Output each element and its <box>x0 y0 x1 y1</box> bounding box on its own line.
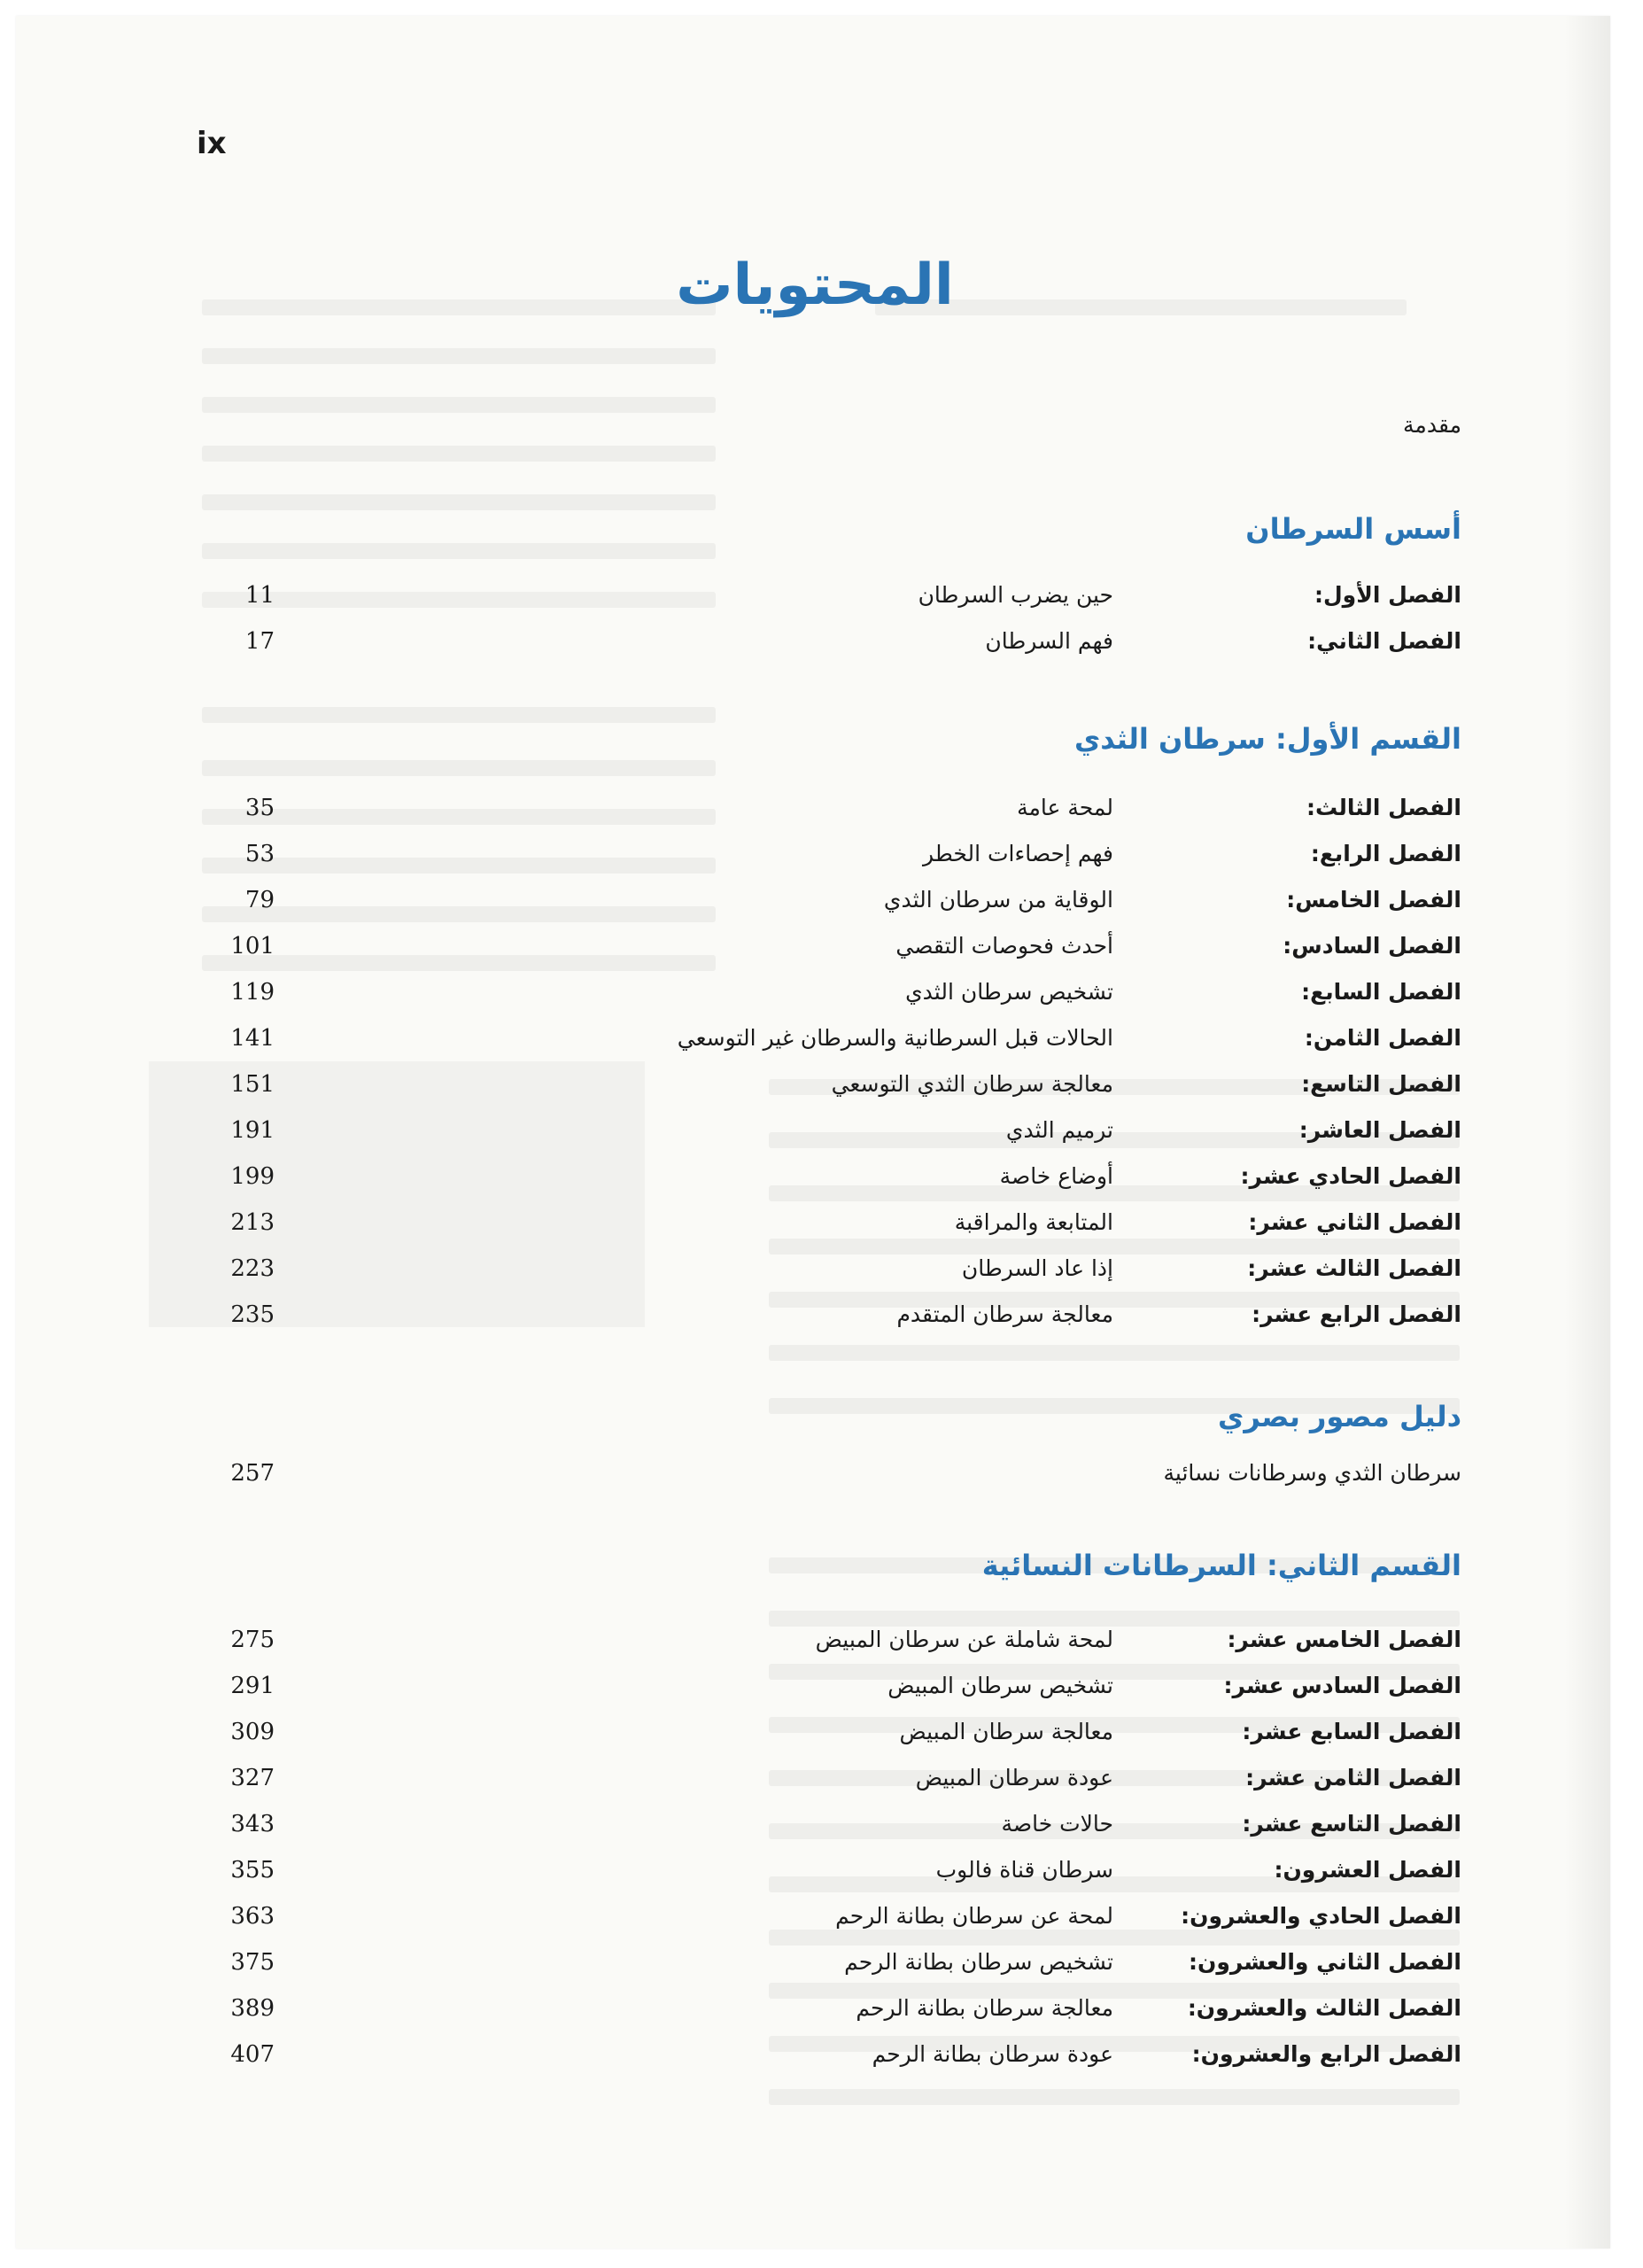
toc-row <box>0 841 1643 880</box>
chapter-label: الفصل العشرون: <box>1274 1857 1461 1883</box>
chapter-title: معالجة سرطان بطانة الرحم <box>856 1995 1113 2021</box>
chapter-title: أحدث فحوصات التقصي <box>895 933 1113 959</box>
page-ref: 275 <box>230 1627 275 1653</box>
chapter-title: أوضاع خاصة <box>999 1163 1113 1189</box>
chapter-label: الفصل التاسع: <box>1301 1071 1461 1097</box>
toc-row <box>0 1719 1643 1758</box>
chapter-label: الفصل الثالث والعشرون: <box>1187 1995 1461 2021</box>
chapter-label: الفصل الخامس عشر: <box>1227 1627 1461 1652</box>
chapter-label: الفصل الثامن عشر: <box>1245 1765 1461 1790</box>
chapter-label: الفصل السابع عشر: <box>1242 1719 1461 1744</box>
page-ref: 35 <box>244 795 275 821</box>
page-ref: 355 <box>230 1857 275 1884</box>
toc-row <box>0 1857 1643 1896</box>
page-ref: 119 <box>230 979 275 1006</box>
section-heading-breast-cancer: القسم الأول: سرطان الثدي <box>1073 722 1461 756</box>
chapter-label: الفصل الخامس: <box>1286 887 1461 913</box>
chapter-title: الحالات قبل السرطانية والسرطان غير التوسعي <box>677 1025 1113 1051</box>
chapter-title: تشخيص سرطان المبيض <box>887 1673 1113 1698</box>
toc-row <box>0 1209 1643 1248</box>
toc-row <box>0 1071 1643 1110</box>
toc-row <box>0 795 1643 834</box>
page-ref: 363 <box>230 1903 275 1930</box>
page-ref: 213 <box>230 1209 275 1236</box>
page-ref: 199 <box>230 1163 275 1190</box>
chapter-label: الفصل الثامن: <box>1304 1025 1461 1051</box>
toc-row <box>0 1949 1643 1988</box>
page-ref: 407 <box>230 2041 275 2068</box>
chapter-label: الفصل الأول: <box>1314 582 1461 608</box>
visual-guide-title: سرطان الثدي وسرطانات نسائية <box>1163 1460 1461 1486</box>
toc-row <box>0 979 1643 1018</box>
page-number: ix <box>197 126 227 161</box>
page-ref: 309 <box>230 1719 275 1745</box>
section-heading-gynecologic-cancers: القسم الثاني: السرطانات النسائية <box>981 1549 1461 1582</box>
toc-row <box>0 1301 1643 1340</box>
page-ref: 53 <box>244 841 275 867</box>
chapter-label: الفصل السابع: <box>1301 979 1461 1005</box>
chapter-title: سرطان قناة فالوب <box>935 1857 1113 1883</box>
toc-row <box>0 1025 1643 1064</box>
chapter-title: لمحة عن سرطان بطانة الرحم <box>835 1903 1113 1929</box>
chapter-label: الفصل الثاني عشر: <box>1248 1209 1461 1235</box>
chapter-label: الفصل الحادي والعشرون: <box>1181 1903 1461 1929</box>
chapter-label: الفصل الثاني والعشرون: <box>1188 1949 1461 1975</box>
page-ref: 17 <box>244 628 275 655</box>
chapter-title: الوقاية من سرطان الثدي <box>883 887 1113 913</box>
chapter-title: حالات خاصة <box>1001 1811 1113 1837</box>
toc-row <box>0 1163 1643 1202</box>
chapter-title: تشخيص سرطان بطانة الرحم <box>844 1949 1113 1975</box>
toc-row <box>0 1765 1643 1804</box>
toc-row <box>0 933 1643 972</box>
chapter-title: معالجة سرطان المبيض <box>899 1719 1113 1744</box>
page-ref: 375 <box>230 1949 275 1976</box>
page-ref: 79 <box>244 887 275 913</box>
toc-row <box>0 628 1643 667</box>
toc-row <box>0 1117 1643 1156</box>
chapter-title: إذا عاد السرطان <box>961 1255 1113 1281</box>
toc-row <box>0 1811 1643 1850</box>
chapter-label: الفصل الثاني: <box>1307 628 1461 654</box>
chapter-title: عودة سرطان بطانة الرحم <box>872 2041 1113 2067</box>
page-ref: 235 <box>230 1301 275 1328</box>
chapter-label: الفصل الرابع والعشرون: <box>1191 2041 1461 2067</box>
page-ref: 191 <box>230 1117 275 1144</box>
chapter-label: الفصل السادس: <box>1283 933 1461 959</box>
chapter-title: ترميم الثدي <box>1005 1117 1113 1143</box>
page-ref: 327 <box>230 1765 275 1791</box>
chapter-label: الفصل الحادي عشر: <box>1240 1163 1461 1189</box>
chapter-label: الفصل الثالث: <box>1306 795 1461 820</box>
toc-row <box>0 1995 1643 2034</box>
page-ref: 389 <box>230 1995 275 2022</box>
chapter-title: المتابعة والمراقبة <box>954 1209 1113 1235</box>
page-ref: 11 <box>244 582 275 609</box>
toc-row <box>0 1673 1643 1712</box>
toc-row <box>0 887 1643 926</box>
toc-row <box>0 2041 1643 2080</box>
page-ref: 291 <box>230 1673 275 1699</box>
section-heading-visual-guide: دليل مصور بصري <box>1218 1400 1461 1433</box>
chapter-title: لمحة عامة <box>1017 795 1113 820</box>
chapter-title: معالجة سرطان المتقدم <box>896 1301 1113 1327</box>
page-ref: 151 <box>230 1071 275 1098</box>
page-ref: 257 <box>230 1460 275 1487</box>
section-heading-foundations: أسس السرطان <box>1245 512 1461 546</box>
chapter-title: حين يضرب السرطان <box>918 582 1113 608</box>
chapter-title: لمحة شاملة عن سرطان المبيض <box>815 1627 1113 1652</box>
contents-title: المحتويات <box>676 252 954 318</box>
chapter-label: الفصل العاشر: <box>1298 1117 1461 1143</box>
page-ref: 101 <box>230 933 275 959</box>
chapter-title: معالجة سرطان الثدي التوسعي <box>831 1071 1113 1097</box>
intro-entry: مقدمة <box>1403 412 1461 438</box>
page-ref: 223 <box>230 1255 275 1282</box>
toc-row <box>0 1627 1643 1666</box>
toc-row <box>0 1903 1643 1942</box>
chapter-title: فهم إحصاءات الخطر <box>923 841 1113 866</box>
page-ref: 141 <box>230 1025 275 1052</box>
toc-row <box>0 1255 1643 1294</box>
chapter-label: الفصل الرابع: <box>1310 841 1461 866</box>
chapter-label: الفصل التاسع عشر: <box>1242 1811 1461 1837</box>
chapter-label: الفصل السادس عشر: <box>1223 1673 1461 1698</box>
page-ref: 343 <box>230 1811 275 1837</box>
chapter-label: الفصل الثالث عشر: <box>1247 1255 1461 1281</box>
toc-row <box>0 582 1643 621</box>
chapter-title: عودة سرطان المبيض <box>915 1765 1113 1790</box>
chapter-title: فهم السرطان <box>985 628 1113 654</box>
chapter-title: تشخيص سرطان الثدي <box>905 979 1113 1005</box>
chapter-label: الفصل الرابع عشر: <box>1252 1301 1461 1327</box>
